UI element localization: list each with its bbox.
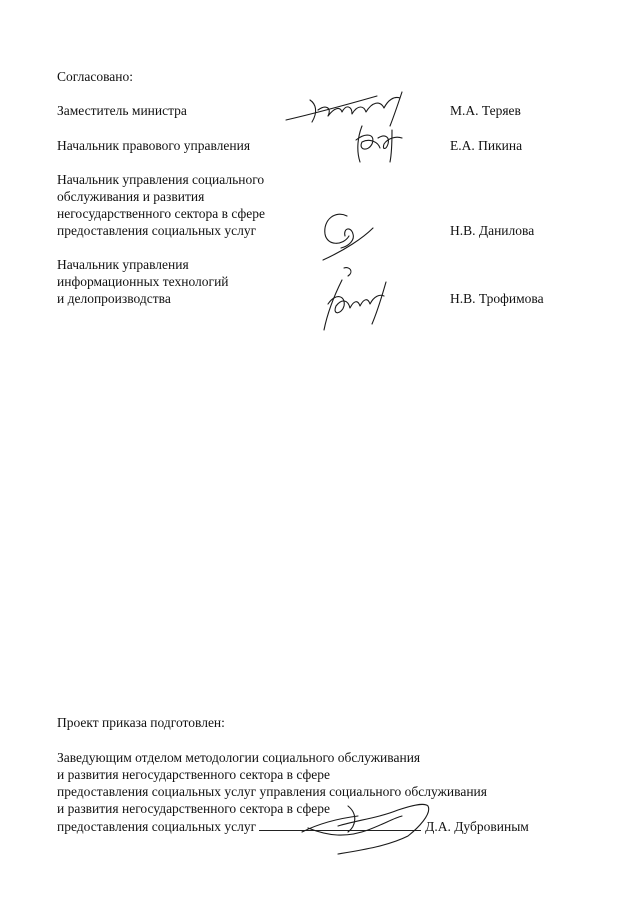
signer-1-position: Заместитель министра xyxy=(57,103,187,118)
signer-3-name: Н.В. Данилова xyxy=(450,223,535,238)
prepared-line-5 xyxy=(57,817,529,835)
signer-4-position-line-2: информационных технологий xyxy=(57,274,229,289)
prepared-heading: Проект приказа подготовлен: xyxy=(57,715,225,730)
prepared-line-5-text: предоставления социальных услуг xyxy=(57,819,257,834)
signature-danilova xyxy=(315,206,385,264)
prepared-name: Д.А. Дубровиным xyxy=(425,819,529,834)
signature-dubrovin xyxy=(298,792,438,858)
signature-pikina xyxy=(348,120,408,165)
signature-trofimova xyxy=(314,262,394,334)
prepared-line-2: и развития негосударственного сектора в сфере xyxy=(57,767,331,782)
signer-4-position-line-1: Начальник управления xyxy=(57,257,189,272)
approval-heading: Согласовано: xyxy=(57,69,133,84)
prepared-line-3: предоставления социальных услуг управления социального обслуживания xyxy=(57,784,487,799)
signer-3-position-line-3: негосударственного сектора в сфере xyxy=(57,206,266,221)
signer-2-name: Е.А. Пикина xyxy=(450,138,523,153)
signer-3-position-line-1: Начальник управления социального xyxy=(57,172,265,187)
prepared-line-4: и развития негосударственного сектора в сфере xyxy=(57,801,331,816)
signer-3-position-line-4: предоставления социальных услуг xyxy=(57,223,257,238)
prepared-line-1: Заведующим отделом методологии социального обслуживания xyxy=(57,750,421,765)
signer-1-name: М.А. Теряев xyxy=(450,103,521,118)
signer-4-position-line-3: и делопроизводства xyxy=(57,291,171,306)
signer-4-name: Н.В. Трофимова xyxy=(450,291,544,306)
signer-3-position-line-2: обслуживания и развития xyxy=(57,189,205,204)
signer-2-position: Начальник правового управления xyxy=(57,138,251,153)
